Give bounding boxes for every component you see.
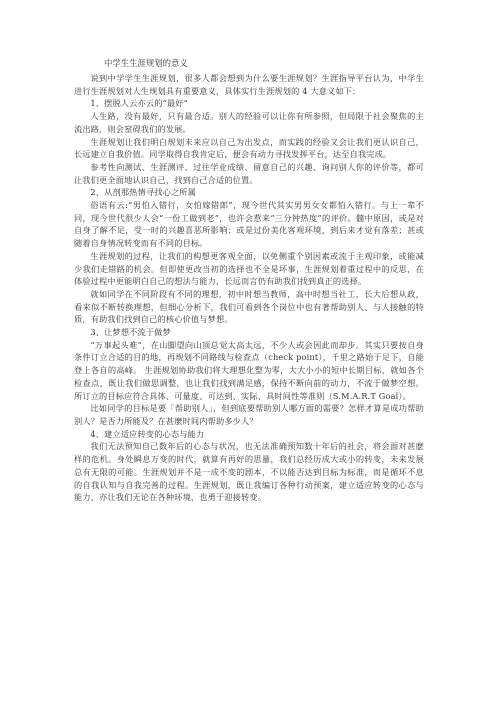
- document-title: 中学生生涯规划的意义: [104, 58, 188, 68]
- section-1-paragraph-3: 参考性向测试、生涯测评、过往学业成绩、留意自己的兴趣、询问别人你的评价等，都可让我们更全面地认识自己，找到自己合适的位置。: [74, 161, 424, 185]
- section-4-heading: 4、建立适应转变的心态与能力: [90, 428, 205, 439]
- section-2-paragraph-2: 生涯规划的过程，让我们的构想更客观全面，以免侧重个别因素或流于主观印象，或能减少我们走错路的机会。但即使更改当初的选择也不全是坏事，生涯规划着重过程中的反思，在体验过程中更能明白自己的想法与能力，长远而言仍有助我们找到真正的选择。: [74, 250, 424, 287]
- intro-paragraph: 说到中学学生生涯规划，很多人都会想到为什么要生涯规划？生涯指导平台认为，中学生进行生涯规划对人生规划具有重要意义，具体实行生涯规划的 4 大意义如下：: [74, 73, 424, 96]
- section-3-heading: 3、让梦想不流于做梦: [90, 327, 171, 338]
- section-2-paragraph-3: 就如同学在不同阶段有不同的理想，初中时想当教师，高中时想当社工，长大后想从政，看来似不断转换理想，但细心分析下，我们可看到各个岗位中也有著帮助别人、与人接触的特质，有助我们找到自己的核心价值与梦想。: [74, 288, 424, 325]
- section-3-paragraph-1: “万事起头难”，在山脚望向山顶总觉太高太远，不少人或会因此而却步。其实只要按自身条件订立合适的目的地，再规划不同路线与检查点（check point），千里之路始于足下，自能登上各自的高峰。 生涯规划协助我们将大理想化整为零，大大小小的短中长期目标，就如各个检查点，既让我们做思调整，也让我们找到满足感，保持不断向前的动力，不流于做梦空想。所订立的目标应符合具体、可量度、可达到、实际、具时间性等准则（S.M.A.R.T Goal）。: [74, 339, 424, 401]
- section-4-paragraph-1: 我们无法预知自己数年后的心态与状况，也无法准确预知数十年后的社会，将会面对甚麽样的危机。身处瞬息万变的时代，就算有再好的思量，我们总经历成大或小的转变，未来发展总有无限的可能。生涯规划并不是一成不变的剧本，不以能否达到目标为标准，而是循环不息的自我认知与自我完善的过程。生涯规划，既让我编订各种行动预案，建立适应转变的心态与能力，亦让我们无论在各种环境，也勇于迎接转变。: [74, 441, 424, 503]
- document-body: [74, 58, 424, 504]
- section-1-paragraph-1: 人生路，没有最好，只有最合适。别人的经验可以让你有所参照，但局限于社会聚焦的主流出路，则会窒碍我们的发展。: [74, 111, 424, 134]
- section-1-heading: 1、摆脱人云亦云的“最好”: [90, 98, 188, 109]
- section-2-heading: 2、从剖那热情寻找心之所属: [90, 187, 196, 198]
- section-2-paragraph-1: 俗语有云:“男怕入错行，女怕嫁错郎”，现今世代其实男男女女都怕入错行。与上一辈不同，现今世代很少人会“一份工做到老”，也许会惹来“三分钟热度”的评价。髓中原因，或是对自身了解不足，受一时的兴趣喜恶所影响；或是过份美化客观环境，到后来才觉有落差；甚或随着自身情况转变而有不同的目标。: [74, 200, 424, 249]
- section-3-paragraph-2: 比如同学的目标是要「帮助别人」，但到底要帮助别人哪方面的需要？怎样才算是成功帮助别人？是否力所能及？在甚麼时间内帮助多少人？: [74, 403, 424, 426]
- section-1-paragraph-2: 生涯规划让我们明白规划未来应以自己为出发点，而实践的经验又会让我们更认识自己，长远建立自我价值。同学取得自我肯定后，便会有动力寻找发挥平台，达至自我完成。: [74, 136, 424, 160]
